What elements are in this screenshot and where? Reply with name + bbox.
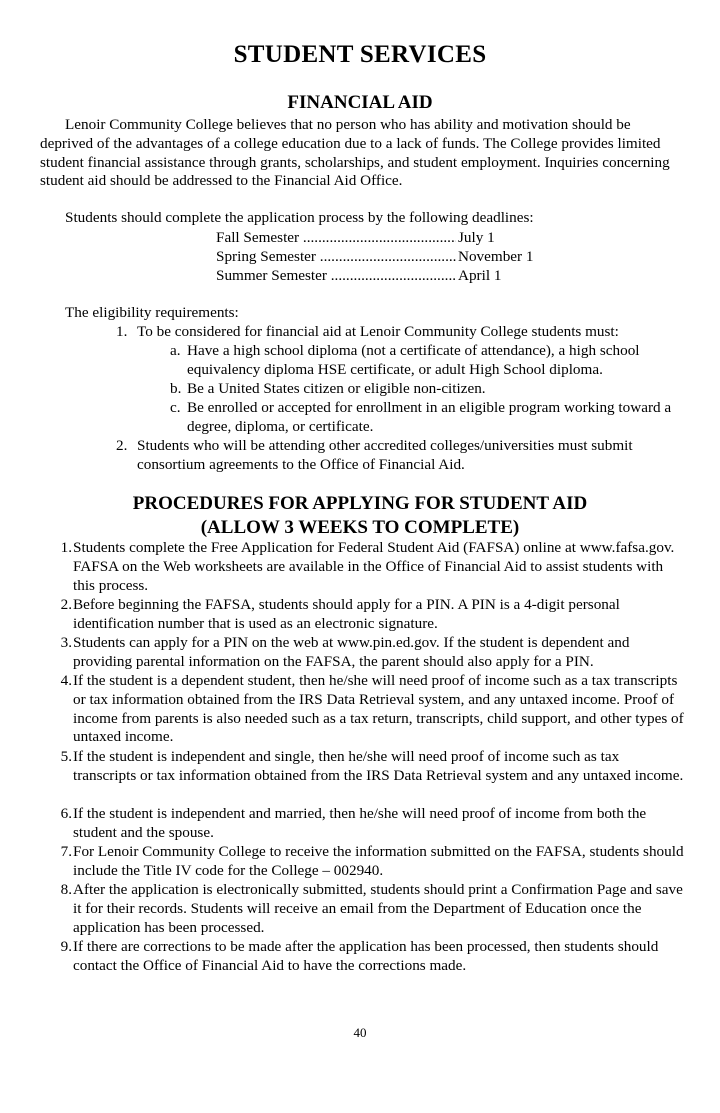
step-text: If the student is independent and single, then he/she will need proof of income such as tax transcripts or tax information obtained from the IRS Data Retrieval system and any untaxed income.: [73, 748, 684, 784]
step-number: 4.: [60, 672, 72, 689]
step-text: Students can apply for a PIN on the web at www.pin.ed.gov. If the student is dependent and providing parental information on the FAFSA, the parent should also apply for a PIN.: [73, 634, 630, 670]
procedures-heading-line1: PROCEDURES FOR APPLYING FOR STUDENT AID: [132, 493, 588, 514]
step-text: If the student is independent and married, then he/she will need proof of income from both the student and the spouse.: [73, 805, 647, 841]
deadlines-list: [216, 229, 534, 286]
step-number: 3.: [60, 634, 72, 651]
financial-aid-heading: FINANCIAL AID: [287, 92, 433, 113]
financial-aid-intro: Lenoir Community College believes that no person who has ability and motivation should be deprived of the advantages of a college education due to a lack of funds. The College provides limited student financial assistance through grants, scholarships, and student employment. Inquiries concerning student aid should be addressed to the Financial Aid Office.: [40, 116, 670, 190]
deadline-label: Spring Semester .....: [216, 248, 456, 267]
subitem-text: Have a high school diploma (not a certificate of attendance), a high school equivalency diploma HSE certificate, or adult High School diploma.: [187, 342, 640, 378]
eligibility-intro: The eligibility requirements:: [65, 304, 239, 321]
item-number: 1.: [116, 323, 128, 340]
procedures-heading-line2: (ALLOW 3 WEEKS TO COMPLETE): [200, 517, 520, 538]
deadline-label: Summer Semester .....: [216, 267, 456, 286]
page-number: 40: [353, 1025, 367, 1040]
step-number: 1.: [60, 539, 72, 556]
step-text: If the student is a dependent student, then he/she will need proof of income such as a tax transcripts or tax information obtained from the IRS Data Retrieval system, and any untaxed income. Proof of income from parents is also needed such as a tax return, transcripts, child support, and other types of untaxed income.: [73, 672, 684, 746]
deadline-label: Fall Semester .....: [216, 229, 456, 248]
subitem-letter: a.: [170, 342, 181, 359]
deadline-row: [216, 248, 534, 267]
subitem-text: Be enrolled or accepted for enrollment in an eligible program working toward a degree, diploma, or certificate.: [187, 399, 672, 435]
deadline-row: [216, 267, 534, 286]
step-number: 6.: [60, 805, 72, 822]
step-text: After the application is electronically submitted, students should print a Confirmation Page and save it for their records. Students will receive an email from the Department of Education once the application has been processed.: [73, 881, 683, 936]
step-text: Students complete the Free Application for Federal Student Aid (FAFSA) online at www.fafsa.gov. FAFSA on the Web worksheets are available in the Office of Financial Aid to assist students with this process.: [73, 539, 675, 594]
step-number: 8.: [60, 881, 72, 898]
item-text: To be considered for financial aid at Lenoir Community College students must:: [137, 323, 619, 340]
deadline-date: April 1: [458, 267, 502, 284]
deadline-date: November 1: [458, 248, 534, 265]
item-text: Students who will be attending other accredited colleges/universities must submit consortium agreements to the Office of Financial Aid.: [137, 437, 633, 473]
step-number: 7.: [60, 843, 72, 860]
step-number: 9.: [60, 938, 72, 955]
step-text: If there are corrections to be made after the application has been processed, then students should contact the Office of Financial Aid to have the corrections made.: [73, 938, 659, 974]
step-number: 5.: [60, 748, 72, 765]
subitem-text: Be a United States citizen or eligible non-citizen.: [187, 380, 486, 397]
item-number: 2.: [116, 437, 128, 454]
step-number: 2.: [60, 596, 72, 613]
subitem-letter: c.: [170, 399, 181, 416]
step-text: For Lenoir Community College to receive the information submitted on the FAFSA, students should include the Title IV code for the College – 002940.: [73, 843, 684, 879]
step-text: Before beginning the FAFSA, students should apply for a PIN. A PIN is a 4-digit personal identification number that is used as an electronic signature.: [73, 596, 620, 632]
deadlines-intro: Students should complete the application process by the following deadlines:: [65, 209, 534, 226]
subitem-letter: b.: [170, 380, 182, 397]
deadline-date: July 1: [458, 229, 495, 246]
procedures-heading: [0, 492, 720, 540]
deadline-row: [216, 229, 534, 248]
page-title: STUDENT SERVICES: [233, 41, 487, 68]
